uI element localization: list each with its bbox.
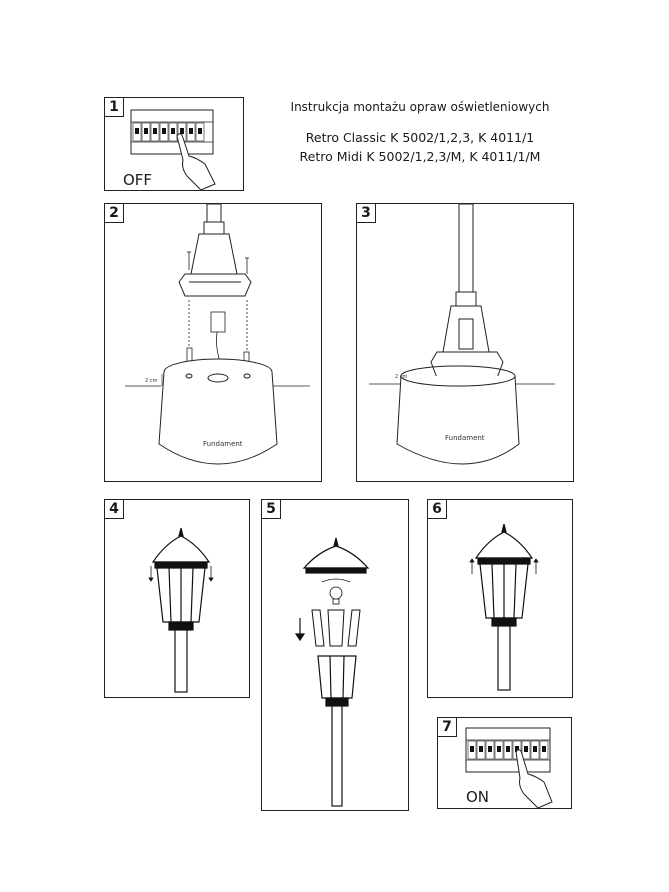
- bulb-icon: [330, 587, 342, 604]
- step-7-number: 7: [437, 717, 457, 737]
- instruction-header: [260, 100, 580, 166]
- arrow-icon: [296, 618, 304, 640]
- instruction-title: Instrukcja montażu opraw oświetleniowych: [290, 100, 550, 114]
- lamp-frame-icon: [318, 656, 356, 806]
- step-1-number: 1: [104, 97, 124, 117]
- lamp-roof-icon: [304, 538, 368, 573]
- step-7-panel: [437, 717, 572, 809]
- foundation-icon: [397, 366, 519, 464]
- glass-panes-icon: [312, 610, 360, 646]
- step-1-panel: [104, 97, 244, 191]
- step-2-number: 2: [104, 203, 124, 223]
- foundation-label-3: Fundament: [445, 434, 485, 442]
- hand-pointer-icon: [516, 750, 552, 808]
- step-3-number: 3: [356, 203, 376, 223]
- power-state-off: OFF: [123, 171, 153, 189]
- lamp-post-base-icon: [179, 204, 251, 296]
- step-5-panel: [261, 499, 409, 811]
- depth-label-2: 2 cm: [145, 378, 158, 384]
- lamp-head-icon: [428, 500, 574, 699]
- step-5-number: 5: [261, 499, 281, 519]
- foundation-label-2: Fundament: [203, 440, 243, 448]
- step-4-panel: [104, 499, 250, 698]
- foundation-icon: [159, 359, 277, 464]
- step-2-panel: [104, 203, 322, 482]
- breaker-panel-icon: [438, 718, 573, 810]
- step-6-panel: [427, 499, 573, 698]
- power-state-on: ON: [466, 788, 490, 806]
- lamp-post-icon: [431, 204, 503, 378]
- lamp-head-icon: [105, 500, 251, 699]
- product-line-classic: Retro Classic K 5002/1,2,3, K 4011/1: [305, 130, 535, 145]
- depth-label-3: 2 cm: [395, 374, 408, 380]
- step-6-number: 6: [427, 499, 447, 519]
- step-3-panel: [356, 203, 574, 482]
- step-4-number: 4: [104, 499, 124, 519]
- product-line-midi: Retro Midi K 5002/1,2,3/M, K 4011/1/M: [299, 149, 541, 164]
